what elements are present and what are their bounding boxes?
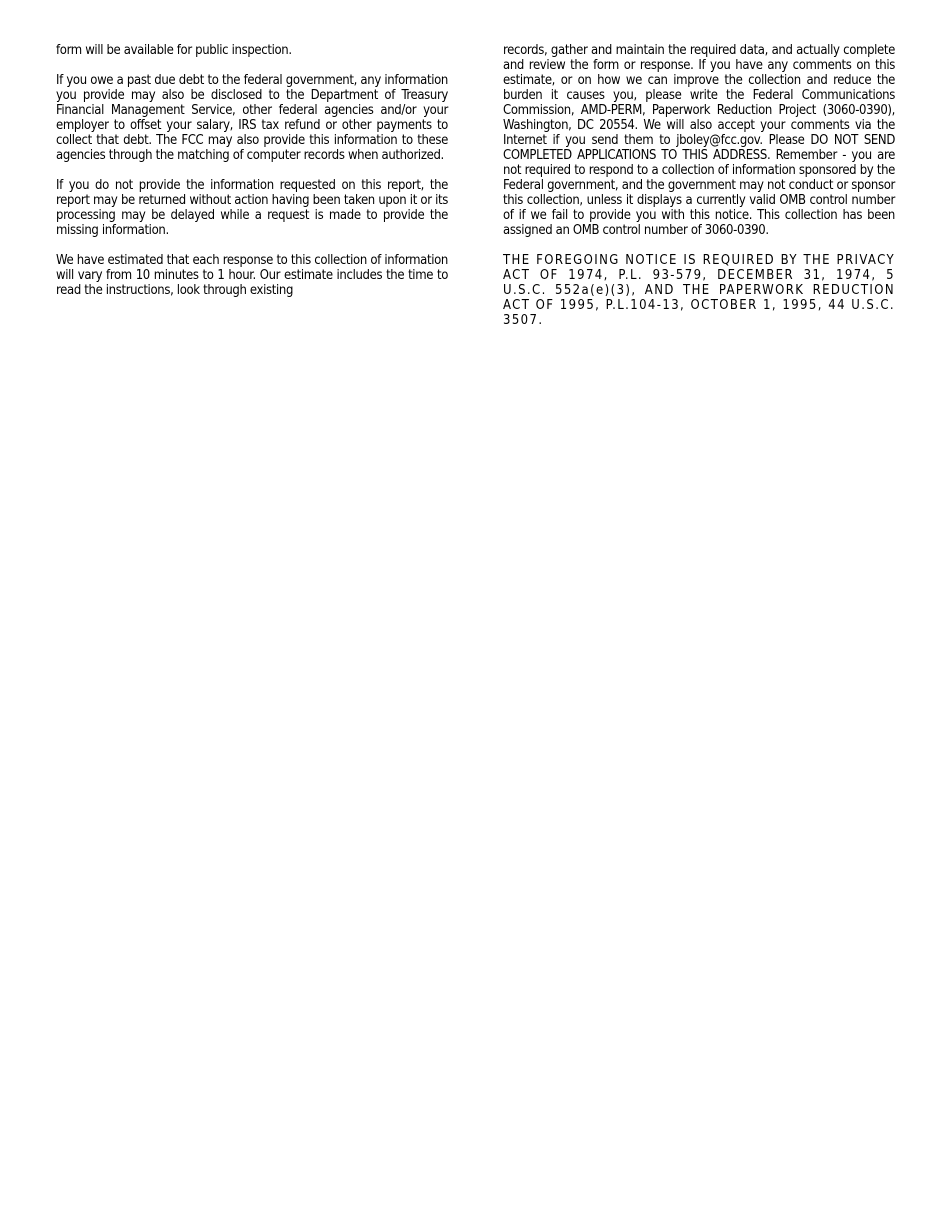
missing-information-paragraph: If you do not provide the information requested on this report, the report may be returned without action having been taken upon it or its processing may be delayed while a request is made to provide the missing information. xyxy=(56,178,448,238)
left-text-column xyxy=(56,43,448,313)
privacy-act-notice: THE FOREGOING NOTICE IS REQUIRED BY THE PRIVACY ACT OF 1974, P.L. 93-579, DECEMBER 31, 1974, 5 U.S.C. 552a(e)(3), AND THE PAPERWORK REDUCTION ACT OF 1995, P.L.104-13, OCTOBER 1, 1995, 44 U.S.C. 3507. xyxy=(503,253,895,328)
response-estimate-paragraph: We have estimated that each response to this collection of information will vary from 10 minutes to 1 hour. Our estimate includes the time to read the instructions, look through existing xyxy=(56,253,448,298)
burden-comments-paragraph: records, gather and maintain the required data, and actually complete and review the form or response. If you have any comments on this estimate, or on how we can improve the collection and reduce the burden it causes you, please write the Federal Communications Commission, AMD-PERM, Paperwork Reduction Project (3060-0390), Washington, DC 20554. We will also accept your comments via the Internet if you send them to jboley@fcc.gov. Please DO NOT SEND COMPLETED APPLICATIONS TO THIS ADDRESS. Remember - you are not required to respond to a collection of information sponsored by the Federal government, and the government may not conduct or sponsor this collection, unless it displays a currently valid OMB control number of if we fail to provide you with this notice. This collection has been assigned an OMB control number of 3060-0390. xyxy=(503,43,895,238)
past-due-debt-paragraph: If you owe a past due debt to the federal government, any information you provide may also be disclosed to the Department of Treasury Financial Management Service, other federal agencies and/or your employer to offset your salary, IRS tax refund or other payments to collect that debt. The FCC may also provide this information to these agencies through the matching of computer records when authorized. xyxy=(56,73,448,163)
right-text-column xyxy=(503,43,895,343)
public-inspection-paragraph: form will be available for public inspection. xyxy=(56,43,292,58)
